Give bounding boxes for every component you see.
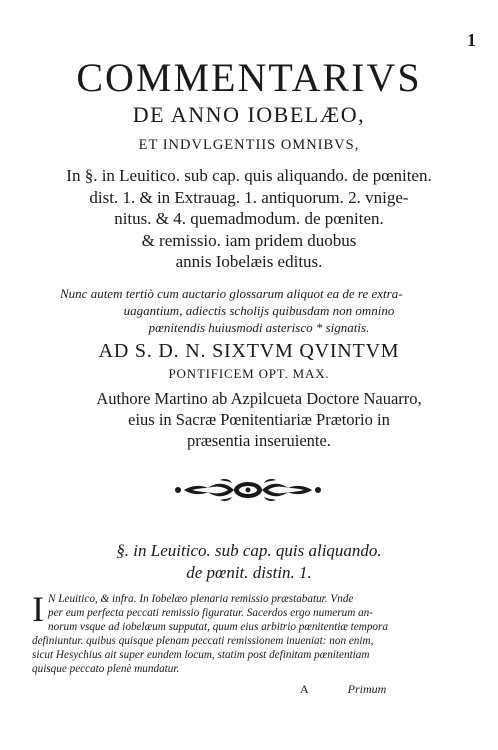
body-line: definiuntur. quibus quisque plenam peccati remissionem inueniat: non enim, xyxy=(32,635,374,647)
body-line: norum vsque ad iobelæum supputat, quum eius arbitrio pœnitentiæ tempora xyxy=(48,621,388,633)
drop-cap: I xyxy=(32,589,44,629)
author-line: Authore Martino ab Azpilcueta Doctore Nauarro, xyxy=(96,389,422,408)
description-block xyxy=(20,165,478,273)
addendum-line: pœnitendis huiusmodi asterisco * signatis. xyxy=(148,320,370,335)
addendum-note xyxy=(60,285,458,336)
body-line: sicut Hesychius ait super eundem locum, statim post definitam pœnitentiam xyxy=(32,649,370,661)
author-block xyxy=(40,388,478,451)
section-heading-line: de pœnit. distin. 1. xyxy=(186,563,312,582)
subtitle: DE ANNO IOBELÆO, xyxy=(132,102,366,127)
description-line: annis Iobelæis editus. xyxy=(175,252,323,271)
description-line: In §. in Leuitico. sub cap. quis aliquando. de pœniten. xyxy=(66,166,432,185)
addendum-line: uagantium, adiectis scholijs quibusdam non omnino xyxy=(123,303,395,318)
description-line: nitus. & 4. quemadmodum. de pœniten. xyxy=(114,209,384,228)
section-heading-line: §. in Leuitico. sub cap. quis aliquando. xyxy=(116,541,382,560)
dedication-secondary: PONTIFICEM OPT. MAX. xyxy=(168,366,330,381)
author-line: eius in Sacræ Pœnitentiariæ Prætorio in xyxy=(128,410,390,429)
catchword-line xyxy=(300,682,475,697)
fleuron-ornament-icon xyxy=(168,476,328,504)
description-line: dist. 1. & in Extrauag. 1. antiquorum. 2. vnige- xyxy=(89,187,409,207)
addendum-line: Nunc autem tertiò cum auctario glossarum aliquot ea de re extra- xyxy=(60,286,403,301)
catchword: Primum xyxy=(347,682,387,696)
body-line: N Leuitico, & infra. In Iobelæo plenaria remissio præstabatur. Vnde xyxy=(48,593,354,605)
signature-mark: A xyxy=(300,682,309,696)
commentary-body xyxy=(32,589,466,676)
body-line: per eum perfecta peccati remissio figuratur. Sacerdos ergo numerum an- xyxy=(48,607,374,619)
author-line: præsentia inseruiente. xyxy=(187,431,331,450)
dedication: AD S. D. N. SIXTVM QVINTVM xyxy=(98,340,400,362)
body-line: quisque peccato plenè mundatur. xyxy=(32,663,180,675)
description-line: & remissio. iam pridem duobus xyxy=(141,230,357,250)
page-title: COMMENTARIVS xyxy=(76,55,422,100)
section-heading xyxy=(0,540,498,584)
page-number: 1 xyxy=(467,30,476,50)
subtitle-secondary: ET INDVLGENTIIS OMNIBVS, xyxy=(138,137,360,153)
